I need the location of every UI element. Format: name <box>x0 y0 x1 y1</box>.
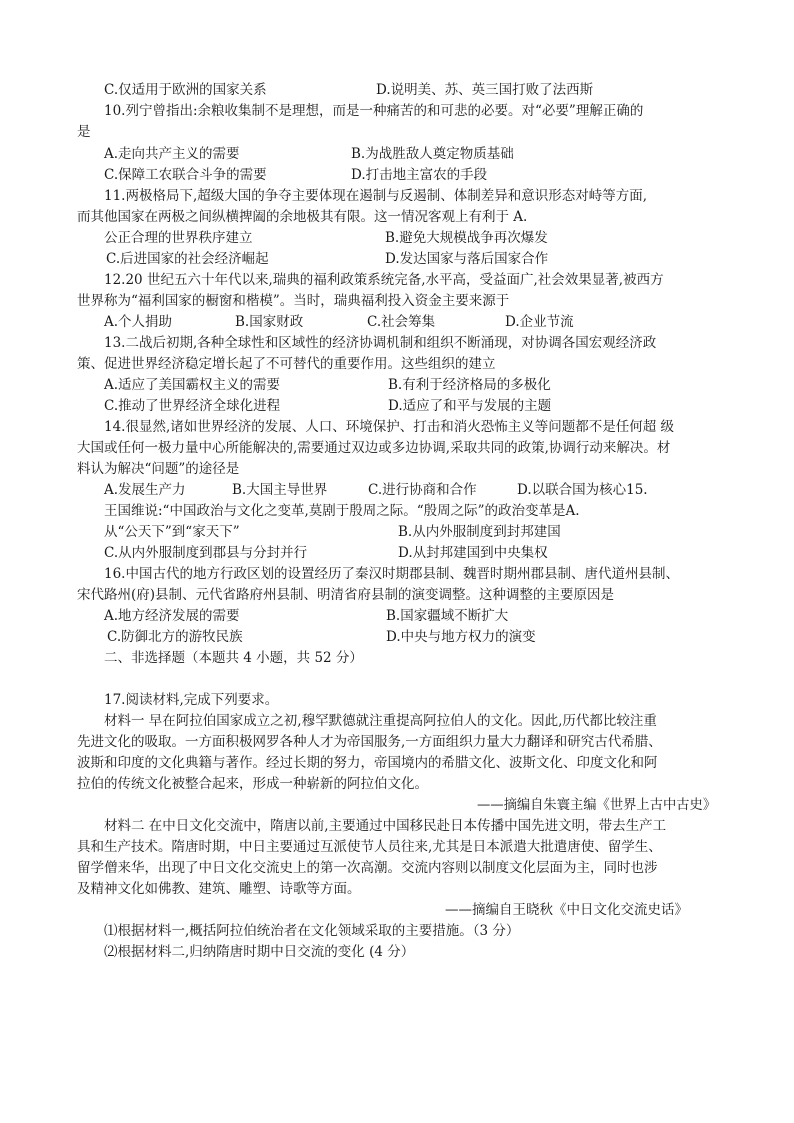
q14-option-a: A.发展生产力 <box>104 482 186 498</box>
q13-stem-line2: 策、促进世界经济稳定增长起了不可替代的重要作用。这些组织的建立 <box>77 356 496 372</box>
q9-option-d: D.说明美、苏、英三国打败了法西斯 <box>376 82 594 98</box>
q13-option-c: C.推动了世界经济全球化进程 <box>104 398 281 414</box>
q11-stem-line1: 11.两极格局下,超级大国的争夺主要体现在遏制与反遏制、体制差异和意识形态对峙等方面, <box>104 188 648 204</box>
q11-stem-line2: 而其他国家在两极之间纵横捭阖的余地极其有限。这一情况客观上有利于 A. <box>77 209 528 225</box>
q17-material1-line3: 波斯和印度的文化典籍与著作。经过长期的努力，帝国境内的希腊文化、波斯文化、印度文化和阿 <box>77 755 658 771</box>
q14-option-c: C.进行协商和合作 <box>368 482 477 498</box>
q15-stem-line1: 王国维说:“中国政治与文化之变革,莫剧于殷周之际。“殷周之际”的政治变革是A. <box>104 503 580 519</box>
q17-material1-line2: 先进文化的吸取。一方面积极网罗各种人才为帝国服务,一方面组织力量大力翻译和研究古代希腊、 <box>77 734 662 750</box>
q17-material2-source: ——摘编自王晓秋《中日文化交流史话》 <box>445 902 688 918</box>
q12-stem-line2: 世界称为“福利国家的橱窗和楷模”。当时，瑞典福利投入资金主要来源于 <box>77 293 510 309</box>
q11-option-b: B.避免大规模战争再次爆发 <box>385 230 548 246</box>
q17-stem: 17.阅读材料,完成下列要求。 <box>104 692 279 708</box>
q16-option-d: D.中央与地方权力的演变 <box>386 629 536 645</box>
q17-material1-line1: 材料一 早在阿拉伯国家成立之初,穆罕默德就注重提高阿拉伯人的文化。因此,历代都比较注重 <box>104 713 657 729</box>
q12-option-a: A.个人捐助 <box>104 314 173 330</box>
q11-option-a: 公正合理的世界秩序建立 <box>104 230 253 246</box>
q17-material2-line1: 材料二 在中日文化交流中，隋唐以前,主要通过中国移民赴日本传播中国先进文明，带去生产工 <box>104 818 667 834</box>
q15-option-a: 从“公天下”到“家天下” <box>104 524 240 540</box>
q17-material1-source: ——摘编自朱寰主编《世界上古中古史》 <box>477 797 717 813</box>
q17-subquestion-2: ⑵根据材料二,归纳隋唐时期中日交流的变化 (4 分） <box>104 944 415 960</box>
q15-option-c: C.从内外服制度到郡县与分封并行 <box>104 545 308 561</box>
q13-option-a: A.适应了美国霸权主义的需要 <box>104 377 281 393</box>
q10-option-a: A.走向共产主义的需要 <box>104 146 240 162</box>
q14-option-b: B.大国主导世界 <box>232 482 328 498</box>
q16-option-c: C.防御北方的游牧民族 <box>107 629 243 645</box>
q13-stem-line1: 13.二战后初期,各种全球性和区域性的经济协调机制和组织不断涌现，对协调各国宏观经济政 <box>104 335 657 351</box>
q14-stem-line3: 料认为解决“问题”的途径是 <box>77 461 240 477</box>
q13-option-b: B.有利于经济格局的多极化 <box>388 377 551 393</box>
q10-option-c: C.保障工农联合斗争的需要 <box>104 167 267 183</box>
q15-option-d: D.从封邦建国到中央集权 <box>398 545 548 561</box>
q12-option-b: B.国家财政 <box>235 314 304 330</box>
q10-stem-line2: 是 <box>77 124 91 140</box>
q17-material1-line4: 拉伯的传统文化被整合起来，形成一种崭新的阿拉伯文化。 <box>77 776 428 792</box>
q10-option-d: D.打击地主富农的手段 <box>351 167 488 183</box>
q13-option-d: D.适应了和平与发展的主题 <box>388 398 552 414</box>
q17-material2-line3: 留学僧来华，出现了中日文化交流史上的第一次高潮。交流内容则以制度文化层面为主，同时也涉 <box>77 860 658 876</box>
q12-option-d: D.企业节流 <box>505 314 574 330</box>
q12-stem-line1: 12.20 世纪五六十年代以来,瑞典的福利政策系统完备,水平高，受益面广,社会效果显著,被西方 <box>104 272 664 288</box>
q11-option-d: D.发达国家与落后国家合作 <box>385 251 549 267</box>
q12-option-c: C.社会筹集 <box>367 314 436 330</box>
q14-option-d: D.以联合国为核心15. <box>517 482 648 498</box>
q14-stem-line1: 14.很显然,诸如世界经济的发展、人口、环境保护、打击和消火恐怖主义等问题都不是任何超 级 <box>104 419 675 435</box>
q16-stem-line1: 16.中国古代的地方行政区划的设置经历了秦汉时期郡县制、魏晋时期州郡县制、唐代道州县制、 <box>104 566 679 582</box>
q10-option-b: B.为战胜敌人奠定物质基础 <box>351 146 514 162</box>
q10-stem-line1: 10.列宁曾指出:余粮收集制不是理想，而是一种痛苦的和可悲的必要。对“必要”理解正确的 <box>104 103 644 119</box>
q17-material2-line4: 及精神文化如佛教、建筑、雕塑、诗歌等方面。 <box>77 881 361 897</box>
q16-option-a: A.地方经济发展的需要 <box>104 608 240 624</box>
q17-material2-line2: 具和生产技术。隋唐时期，中日主要通过互派使节人员往来,尤其是日本派遣大批遣唐使、留学生、 <box>77 839 662 855</box>
q15-option-b: B.从内外服制度到封邦建国 <box>398 524 561 540</box>
q16-stem-line2: 宋代路州(府)县制、元代省路府州县制、明清省府县制的演变调整。这种调整的主要原因是 <box>77 587 615 603</box>
q16-option-b: B.国家疆域不断扩大 <box>386 608 509 624</box>
q11-option-c: C.后进国家的社会经济崛起 <box>106 251 269 267</box>
q17-subquestion-1: ⑴根据材料一,概括阿拉伯统治者在文化领域采取的主要措施。（3 分） <box>104 923 520 939</box>
q14-stem-line2: 大国或任何一极力量中心所能解决的,需要通过双边或多边协调,采取共同的政策,协调行动来解决。材 <box>77 440 671 456</box>
q9-option-c: C.仅适用于欧洲的国家关系 <box>104 82 267 98</box>
section-heading: 二、非选择题（本题共 4 小题，共 52 分） <box>104 650 363 666</box>
